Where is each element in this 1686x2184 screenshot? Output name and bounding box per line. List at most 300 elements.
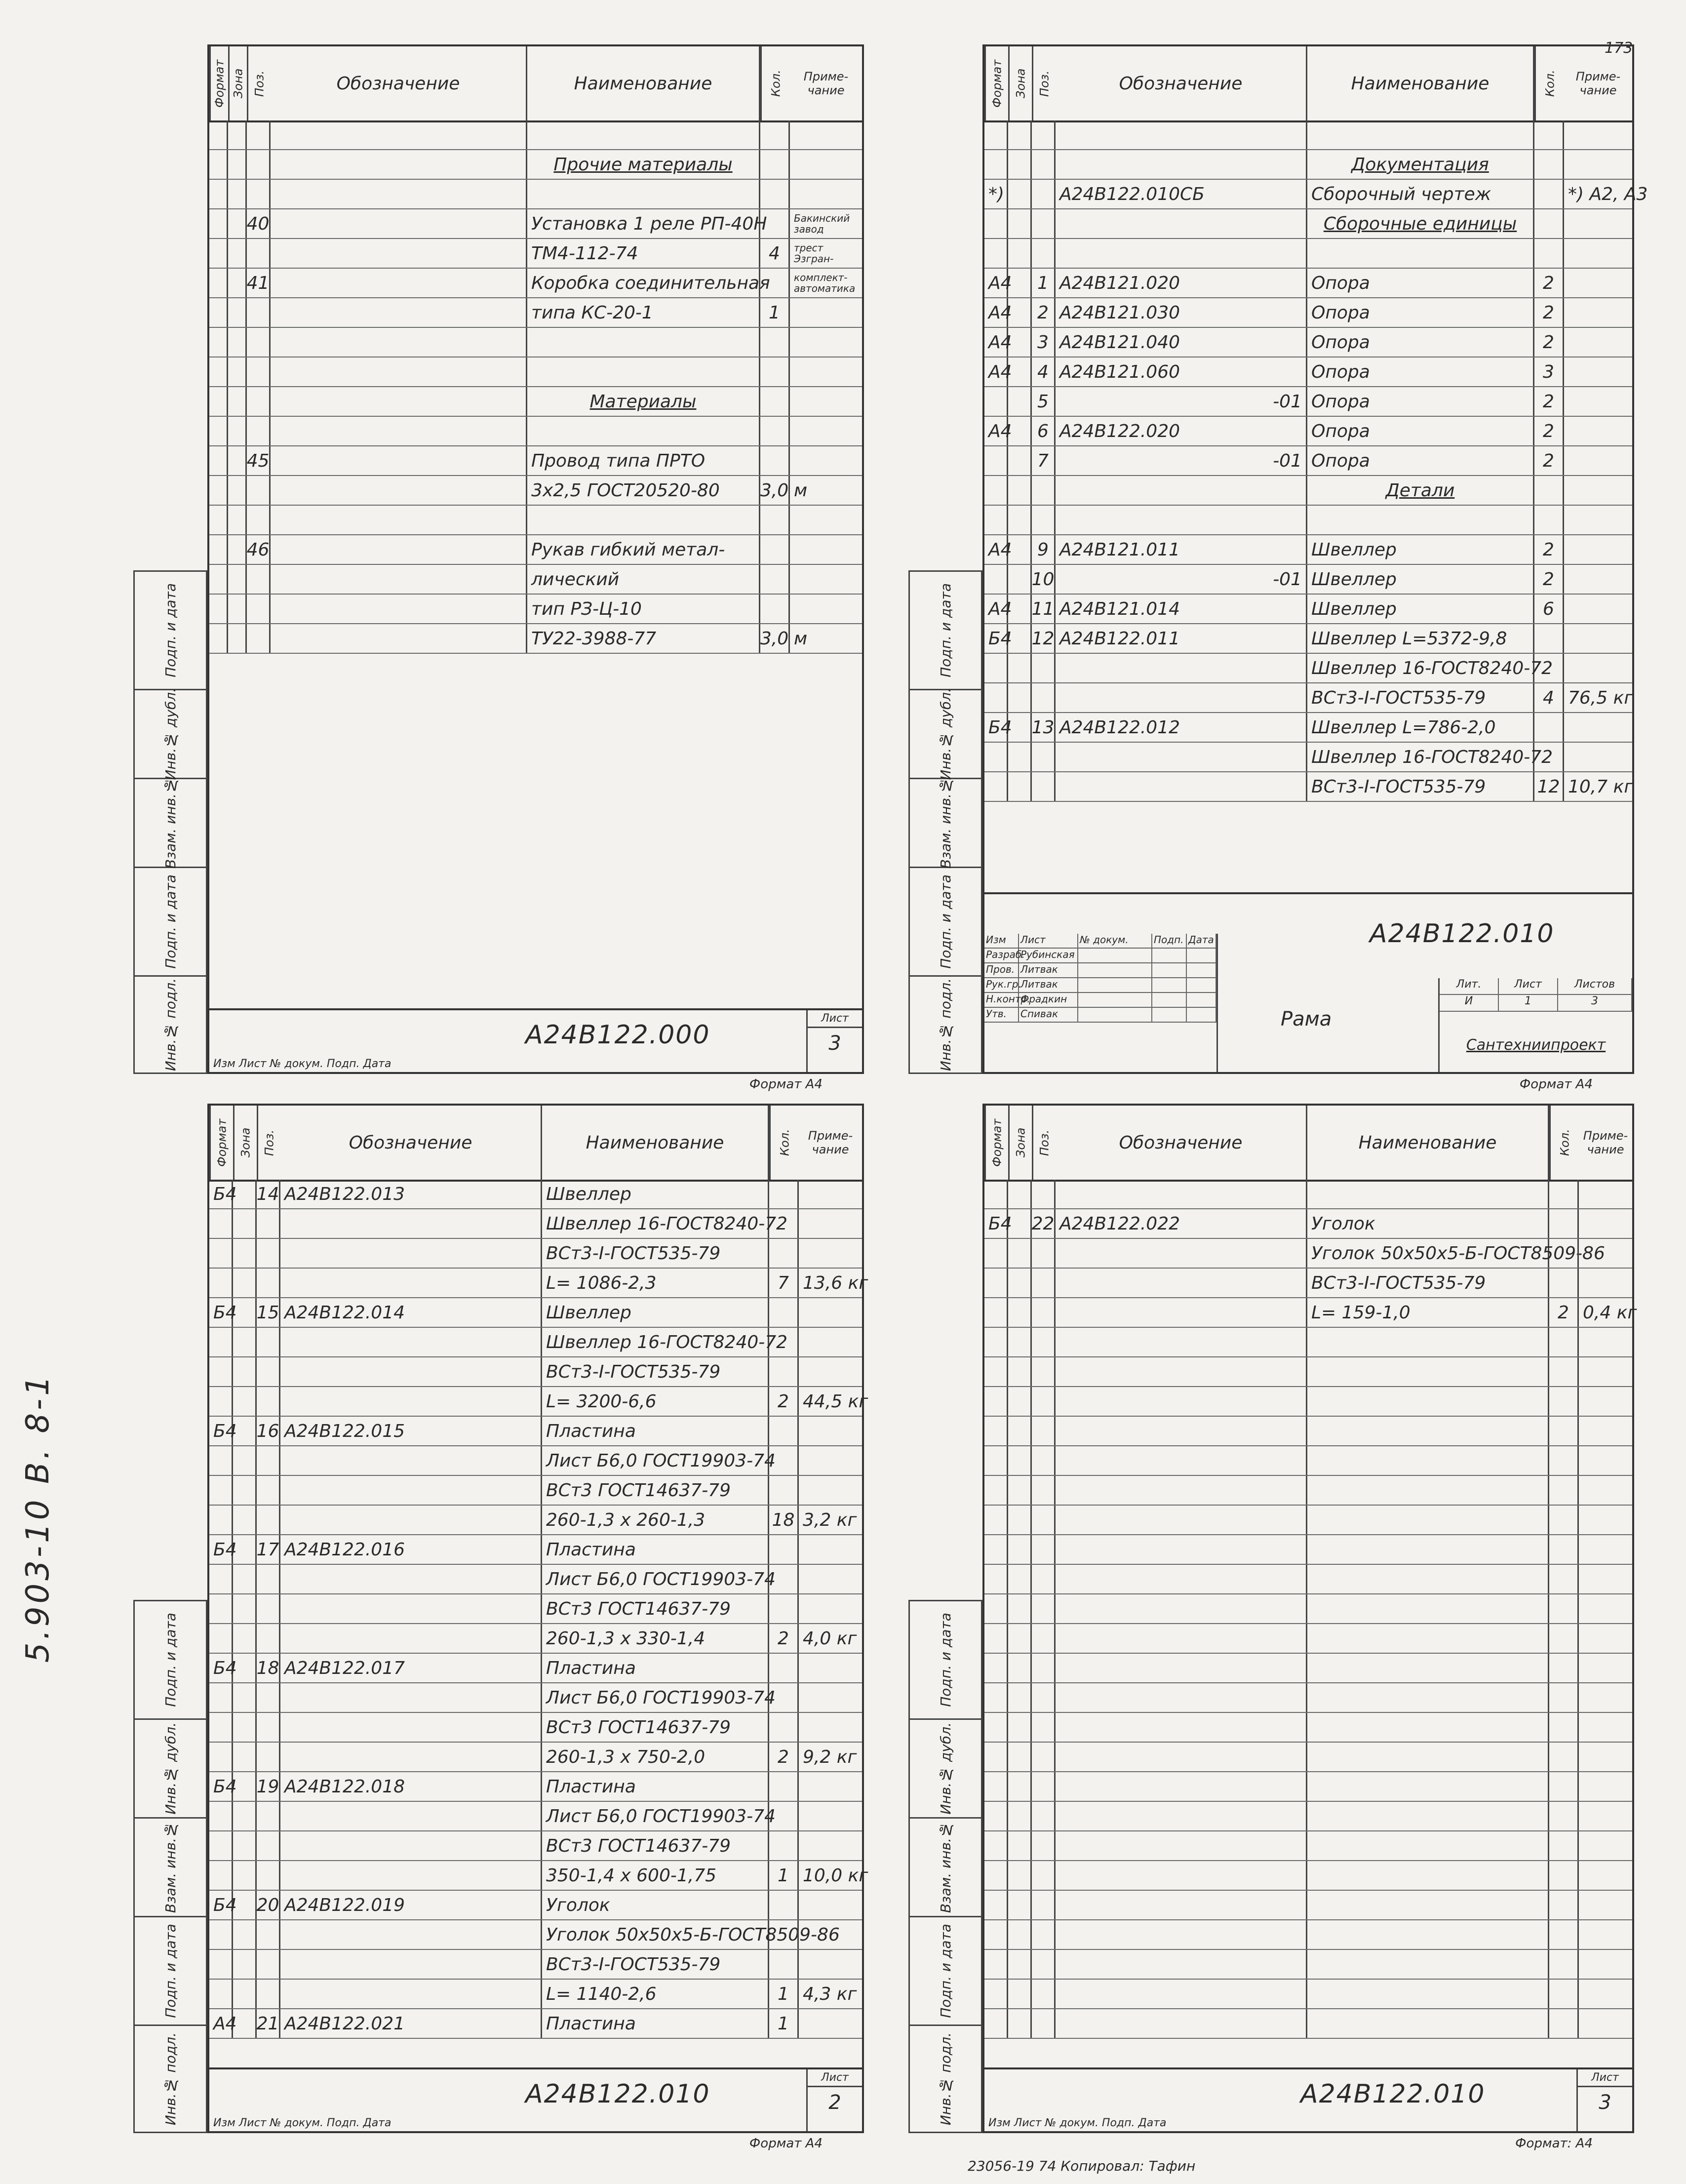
note-cell [1579,1802,1632,1830]
format-cell [984,1506,1008,1534]
position-cell [1032,150,1056,179]
qty-cell [1534,150,1564,179]
qty-cell [1534,713,1564,742]
note-cell [799,1831,862,1860]
zone-cell [1008,328,1032,357]
note-cell [799,1535,862,1564]
position-cell: 14 [257,1180,280,1208]
signature-header [984,934,1216,949]
position-cell [1032,1683,1056,1712]
designation-cell [1056,1624,1307,1653]
name-cell: Опора [1307,328,1534,357]
table-row [984,1683,1632,1713]
designation-cell [271,180,527,208]
format-cell [984,387,1008,416]
name-cell: Пластина [542,1772,769,1801]
zone-cell [1008,743,1032,771]
table-row [984,1209,1632,1239]
position-cell: 10 [1032,565,1056,594]
side-label: Подп. и дата [937,583,954,677]
side-label: Взам. инв.№ [162,777,179,869]
side-label: Подп. и дата [937,874,954,969]
table-row [209,624,862,654]
designation-cell [1056,1683,1307,1712]
col-header: Формат [209,46,228,120]
designation-cell [280,1980,542,2008]
zone-cell [228,565,247,594]
name-cell: Детали [1307,476,1534,505]
hdr-cell: № докум. [1078,934,1152,948]
format-cell [209,269,228,297]
name-cell: Рукав гибкий метал- [527,535,760,564]
name-cell: Документация [1307,150,1534,179]
note-cell [799,1772,862,1801]
zone-cell [233,2009,257,2038]
note-cell [1579,1239,1632,1268]
note-cell [790,387,862,416]
qty-cell [769,1417,799,1445]
format-cell [984,1298,1008,1327]
table-row [209,1802,862,1831]
table-row [984,1506,1632,1535]
organization: Сантехниипроект [1466,1036,1606,1054]
zone-cell [1008,1269,1032,1297]
name-cell [527,417,760,445]
table-row [984,120,1632,150]
qty-cell [760,506,790,534]
col-header: Формат [984,46,1008,120]
designation-cell [1056,1476,1307,1505]
qty-cell [1534,476,1564,505]
name-cell [1307,1594,1549,1623]
designation-cell [271,506,527,534]
person: Рубинская [1019,949,1078,962]
table-row [984,1565,1632,1594]
table-rows [984,120,1648,802]
zone-cell [228,298,247,327]
zone-cell [228,535,247,564]
zone-cell [1008,1565,1032,1593]
qty-cell: 2 [1534,387,1564,416]
zone-cell [1008,654,1032,682]
zone-cell [228,387,247,416]
designation-cell: А24В122.014 [280,1298,542,1327]
qty-cell [1549,1713,1579,1742]
hdr-cell: Лист [1019,934,1078,948]
col-header: Поз. [257,1106,280,1180]
format-cell [209,180,228,208]
name-cell: Лист Б6,0 ГОСТ19903-74 [542,1565,769,1593]
name-cell [527,180,760,208]
note-cell [1579,1506,1632,1534]
format-cell: А4 [984,328,1008,357]
position-cell: 4 [1032,357,1056,386]
zone-cell [228,120,247,149]
qty-cell [769,1565,799,1593]
table-row [984,1328,1632,1357]
zone-cell [1008,1861,1032,1890]
name-cell: тип РЗ-Ц-10 [527,595,760,623]
note-cell [1579,1417,1632,1445]
note-cell [1564,417,1632,445]
table-row [209,180,862,209]
designation-cell [1056,1831,1307,1860]
position-cell [257,1506,280,1534]
side-label: Инв.№ дубл. [937,688,954,780]
qty-cell [760,180,790,208]
format-cell: Б4 [209,1891,233,1919]
name-cell: Пластина [542,2009,769,2038]
page-number: 173 [1605,40,1633,57]
designation-cell: А24В121.011 [1056,535,1307,564]
note-cell [1564,209,1632,238]
note-cell [1579,1772,1632,1801]
hdr-cell: Дата [1187,934,1216,948]
table-row [984,357,1632,387]
designation-cell [280,1565,542,1593]
zone-cell [233,1476,257,1505]
col-header: Обозначение [1056,46,1307,120]
position-cell: 12 [1032,624,1056,653]
zone-cell [1008,1298,1032,1327]
zone-cell [1008,595,1032,623]
name-cell: Уголок 50х50х5-Б-ГОСТ8509-86 [542,1920,769,1949]
designation-cell [280,1328,542,1356]
name-cell [1307,1654,1549,1682]
qty-cell [1534,120,1564,149]
table-row [984,506,1632,535]
format-cell [984,1654,1008,1682]
name-cell: Швеллер [1307,595,1534,623]
zone-cell [1008,1446,1032,1475]
zone-cell [233,1298,257,1327]
position-cell [1032,1624,1056,1653]
table-row [984,1594,1632,1624]
name-cell [1307,1891,1549,1919]
designation-cell [271,269,527,297]
role: Утв. [984,1008,1019,1022]
zone-cell [228,357,247,386]
zone-cell [1008,1683,1032,1712]
table-row [984,743,1632,772]
format-cell [209,209,228,238]
table-row [209,446,862,476]
designation-cell: А24В122.019 [280,1891,542,1919]
designation-cell: А24В121.020 [1056,269,1307,297]
note-cell [1564,328,1632,357]
zone-cell [228,446,247,475]
table-row [984,1446,1632,1476]
designation-cell: А24В122.022 [1056,1209,1307,1238]
designation-cell [1056,150,1307,179]
lit-info [1438,978,1632,1072]
qty-cell [1549,1417,1579,1445]
col-header: Зона [233,1106,257,1180]
doc-code: А24В122.010 [525,2079,710,2109]
note-cell [1564,595,1632,623]
format-cell [984,1802,1008,1830]
zone-cell [1008,1713,1032,1742]
note-cell [790,595,862,623]
table-row [209,1831,862,1861]
name-cell: ТМ4-112-74 [527,239,760,268]
designation-cell [1056,1950,1307,1979]
position-cell [1032,654,1056,682]
table-row [984,1861,1632,1891]
designation-cell: А24В122.015 [280,1417,542,1445]
note-cell [1579,1920,1632,1949]
sheet-value: 1 [1499,995,1558,1011]
zone-cell [228,328,247,357]
designation-cell [280,1269,542,1297]
position-cell [257,1624,280,1653]
designation-cell [280,1683,542,1712]
note-cell [799,1298,862,1327]
sheet-bottom-left [133,1104,868,2151]
zone-cell [233,1683,257,1712]
zone-cell [1008,1417,1032,1445]
format-cell [209,1328,233,1356]
name-cell: Опора [1307,446,1534,475]
qty-cell [1549,1950,1579,1979]
qty-cell [1549,1180,1579,1208]
format-cell [984,1357,1008,1386]
position-cell [257,1980,280,2008]
format-cell: Б4 [209,1535,233,1564]
qty-cell: 2 [1534,535,1564,564]
qty-cell [1549,1565,1579,1593]
format-cell [984,1180,1008,1208]
table-row [209,1713,862,1743]
qty-cell [1549,1209,1579,1238]
zone-cell [1008,269,1032,297]
name-cell [1307,239,1534,268]
note-cell [1564,269,1632,297]
position-cell [1032,476,1056,505]
designation-cell [271,120,527,149]
qty-cell [1549,2009,1579,2038]
qty-cell [769,1180,799,1208]
qty-cell [769,1535,799,1564]
position-cell: 18 [257,1654,280,1682]
table-row [984,180,1648,209]
note-cell [1579,2009,1632,2038]
position-cell [1032,1594,1056,1623]
zone-cell [233,1654,257,1682]
qty-cell: 1 [769,1861,799,1890]
zone-cell [233,1831,257,1860]
position-cell [1032,1506,1056,1534]
qty-cell: 2 [769,1624,799,1653]
note-cell [1579,1713,1632,1742]
format-cell: Б4 [984,713,1008,742]
position-cell: 13 [1032,713,1056,742]
zone-cell [228,476,247,505]
note-cell [1579,1624,1632,1653]
note-cell: м [794,628,808,649]
qty-cell [769,1772,799,1801]
position-cell [1032,1269,1056,1297]
table-row [209,1446,862,1476]
zone-cell [233,1713,257,1742]
position-cell [1032,209,1056,238]
qty-cell [769,1446,799,1475]
name-cell [1307,1772,1549,1801]
hdr-cell: Изм [984,934,1019,948]
zone-cell [233,1239,257,1268]
qty-cell: 3,0 [760,476,790,505]
designation-cell [280,1950,542,1979]
zone-cell [1008,1920,1032,1949]
note-cell [790,506,862,534]
zone-cell [1008,1535,1032,1564]
name-cell: L= 1140-2,6 [542,1980,769,2008]
designation-cell [271,476,527,505]
position-cell [1032,1476,1056,1505]
zone-cell [1008,1980,1032,2008]
table-row [209,1180,862,1209]
position-cell [247,150,271,179]
designation-cell [1056,772,1307,801]
format-cell [984,1328,1008,1356]
position-cell [1032,239,1056,268]
zone-cell [1008,476,1032,505]
note-cell [1564,476,1632,505]
format-cell [984,1980,1008,2008]
note-cell [1579,1535,1632,1564]
name-cell: ВСт3-I-ГОСТ535-79 [1307,772,1534,801]
table-row [984,1624,1632,1654]
table-row [984,269,1632,298]
sheet-number: 3 [1599,2091,1611,2114]
position-cell: 7 [1032,446,1056,475]
position-cell [1032,1180,1056,1208]
format-cell [209,328,228,357]
table-row [984,595,1632,624]
zone-cell [1008,180,1032,208]
position-cell [257,1950,280,1979]
format-cell: А4 [984,357,1008,386]
designation-cell [280,1743,542,1771]
zone-cell [1008,239,1032,268]
zone-cell [1008,506,1032,534]
position-cell [257,1269,280,1297]
role: Рук.гр. [984,978,1019,992]
position-cell [1032,1920,1056,1949]
name-cell [1307,506,1534,534]
format-cell [984,120,1008,149]
zone-cell [1008,446,1032,475]
name-cell: Лист Б6,0 ГОСТ19903-74 [542,1802,769,1830]
col-header: Приме-чание [1583,1129,1628,1156]
side-label: Подп. и дата [162,874,179,969]
designation-cell [280,1387,542,1416]
zone-cell [1008,624,1032,653]
format-cell [209,1743,233,1771]
designation-cell [271,150,527,179]
position-cell: 3 [1032,328,1056,357]
table-row [984,1772,1632,1802]
format-cell: Б4 [209,1417,233,1445]
position-cell: 15 [257,1298,280,1327]
format-cell [984,1891,1008,1919]
note-cell [790,535,862,564]
designation-cell: А24В121.030 [1056,298,1307,327]
name-cell [1307,1446,1549,1475]
format-cell [209,1387,233,1416]
position-cell [257,1743,280,1771]
name-cell: ВСт3 ГОСТ14637-79 [542,1476,769,1505]
qty-cell [769,1654,799,1682]
name-cell [1307,1950,1549,1979]
col-header: Кол. [1549,1106,1579,1180]
qty-cell: 1 [760,298,790,327]
format-cell [984,1920,1008,1949]
format-label: Формат А4 [749,2136,823,2151]
name-cell [527,120,760,149]
table-row [209,239,862,269]
designation-cell [271,417,527,445]
table-row [984,1476,1632,1506]
name-cell [1307,1980,1549,2008]
name-cell [1307,1417,1549,1445]
format-cell [209,1713,233,1742]
side-stamp [133,570,207,1074]
zone-cell [228,239,247,268]
position-cell: 41 [247,269,271,297]
position-cell [1032,1654,1056,1682]
zone-cell [1008,772,1032,801]
designation-cell [1056,1269,1307,1297]
col-header: Формат [984,1106,1008,1180]
name-cell [1307,1831,1549,1860]
person: Фрадкин [1019,993,1078,1007]
designation-cell: -01 [1056,387,1307,416]
name-cell: Уголок [1307,1209,1549,1238]
designation-cell: А24В122.010СБ [1056,180,1307,208]
table-row [984,446,1632,476]
doc-code: А24В122.000 [525,1020,710,1050]
position-cell [257,1594,280,1623]
zone-cell [228,180,247,208]
position-cell [257,1476,280,1505]
qty-cell [769,1713,799,1742]
signature-row [984,993,1216,1008]
position-cell [257,1802,280,1830]
note-cell [1564,565,1632,594]
role: Разраб. [984,949,1019,962]
name-cell: Швеллер 16-ГОСТ8240-72 [1307,743,1534,771]
position-cell [247,565,271,594]
name-cell: Прочие материалы [527,150,760,179]
name-cell: Материалы [527,387,760,416]
name-cell: Пластина [542,1417,769,1445]
table-row [209,1535,862,1565]
table-row [209,209,862,239]
designation-cell [280,1446,542,1475]
note-cell [1579,1180,1632,1208]
spec-sheet [207,44,864,1092]
designation-cell [280,1624,542,1653]
format-cell [209,1683,233,1712]
format-cell: *) [984,180,1008,208]
designation-cell [1056,1802,1307,1830]
side-label: Подп. и дата [162,1924,179,2018]
table-row [209,1269,868,1298]
designation-cell [1056,743,1307,771]
qty-cell [760,357,790,386]
format-cell [209,1269,233,1297]
